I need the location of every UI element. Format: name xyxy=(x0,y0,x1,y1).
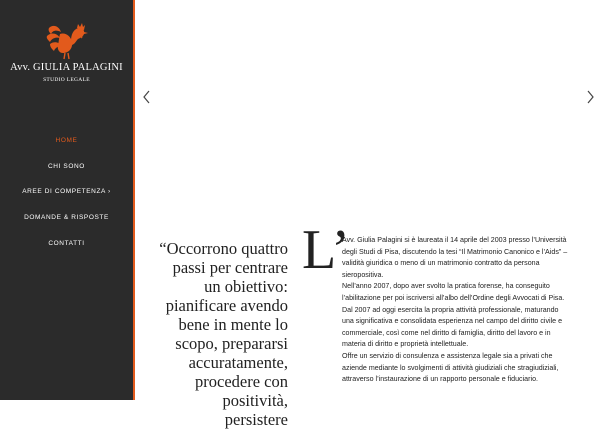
article-dropcap: L’ xyxy=(302,219,350,281)
nav-item-domande-risposte[interactable]: DOMANDE & RISPOSTE xyxy=(24,214,109,222)
nav-item-contatti[interactable]: CONTATTI xyxy=(48,239,85,247)
brand-subtitle: STUDIO LEGALE xyxy=(43,77,90,83)
bio-paragraph-2: Nell’anno 2007, dopo aver svolto la pratica forense, ha conseguito l’abilitazione per poi iscriversi all’albo dell’Ordine degli Avvocati di Pisa. xyxy=(342,282,565,302)
bio-paragraph-1: Avv. Giulia Palagini si è laureata il 14 aprile del 2003 presso l’Università degli Studi di Pisa, discutendo la tesi “Il Matrimonio Canonico e l’Aids” – validità giuridica o meno di un matrimonio contratto da persona sieropositiva. xyxy=(342,236,568,279)
chevron-right-icon xyxy=(583,88,597,106)
bio-article xyxy=(342,235,572,386)
motto-quote: “Occorrono quattro passi per centrare un obiettivo: pianificare avendo bene in mente lo scopo, prepararsi accuratamente, procedere con positività, persistere xyxy=(159,239,288,429)
slider-prev-button[interactable] xyxy=(140,88,154,106)
rooster-icon xyxy=(45,22,89,60)
nav-item-aree-di-competenza[interactable]: AREE DI COMPETENZA › xyxy=(22,188,111,196)
hero-slider xyxy=(137,0,600,230)
rooster-logo[interactable] xyxy=(0,22,133,62)
brand-name: Avv. GIULIA PALAGINI xyxy=(10,62,123,73)
slider-next-button[interactable] xyxy=(583,88,597,106)
bio-paragraph-3: Dal 2007 ad oggi esercita la propria attività professionale, maturando una significativa e consolidata esperienza nel campo del diritto civile e commerciale, così come nel diritto di famiglia, diritto del lavoro e in materia di diritto e proprietà intellettuale. xyxy=(342,305,563,349)
nav-item-home[interactable]: HOME xyxy=(55,137,78,144)
sidebar xyxy=(0,0,135,400)
chevron-left-icon xyxy=(140,88,154,106)
main-nav xyxy=(0,133,133,261)
bio-paragraph-4: Offre un servizio di consulenza e assistenza legale sia a privati che aziende mediante lo svolgimenti di attività giudiziali che stragiudiziali, attraverso l’instaurazione di un rapporto personale e fiduciario. xyxy=(342,351,559,384)
nav-item-chi-sono[interactable]: CHI SONO xyxy=(48,162,85,170)
